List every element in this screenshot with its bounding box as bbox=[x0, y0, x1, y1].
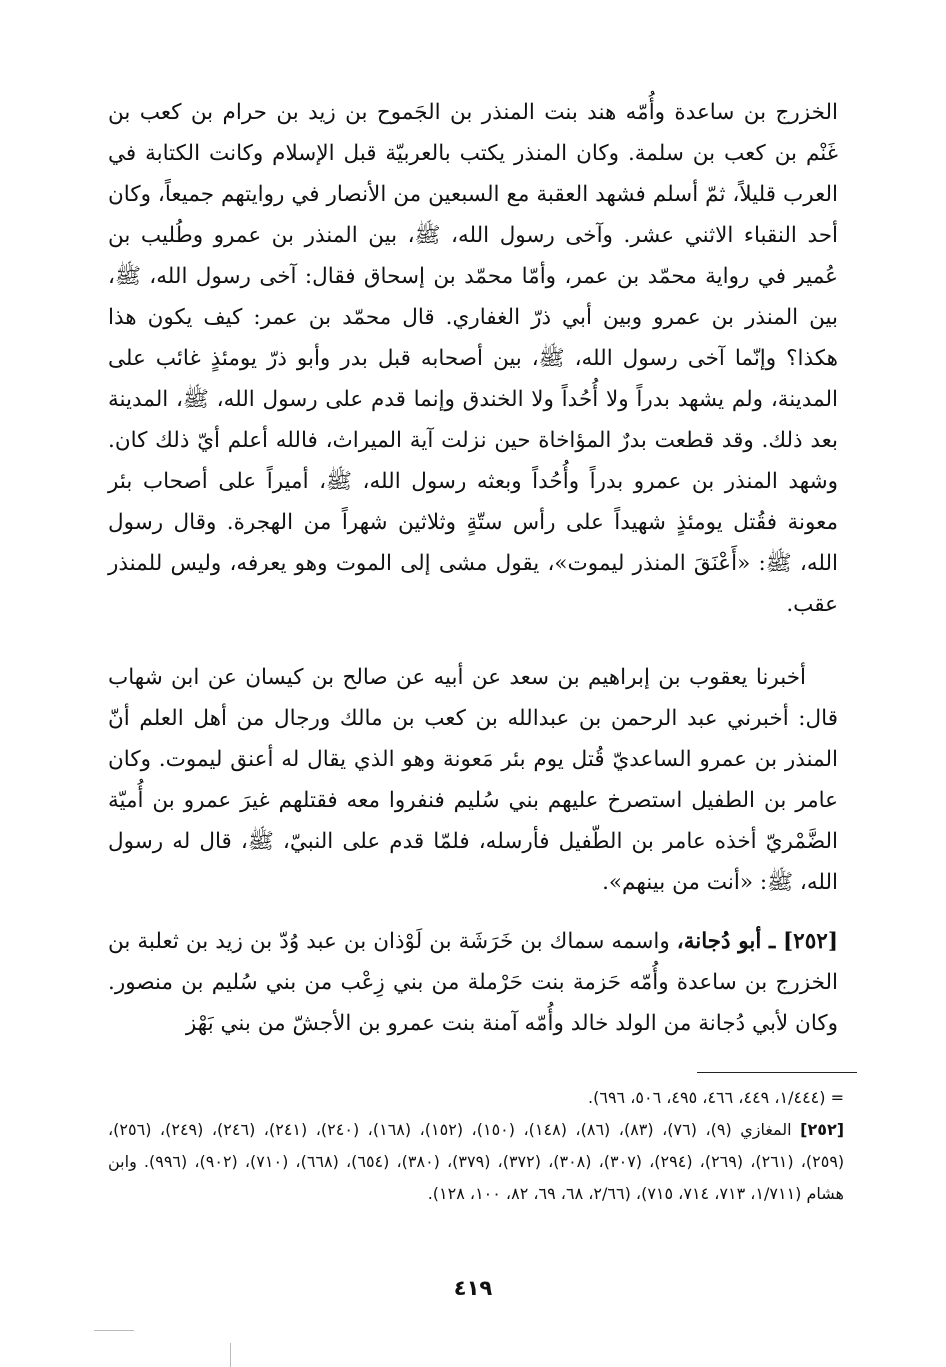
paragraph-bir-maouna-report bbox=[108, 657, 838, 903]
footnote-text: المغازي (٩)، (٧٦)، (٨٣)، (٨٦)، (١٤٨)، (١٥٠)، (١٥٢)، (١٦٨)، (٢٤٠)، (٢٤١)، (٢٤٦)، (٢٤٩)، (٢٥٦)، (٢٥٩)، (٢٦١)، (٢٦٩)، (٢٩٤)، (٣٠٧)، (٣٠٨)، (٣٧٢)، (٣٧٩)، (٣٨٠)، (٦٥٤)، (٦٦٨)، (٧١٠)، (٩٠٢)، (٩٩٦). وابن هشام (١/٧١١، ٧١٣، ٧١٤، ٧١٥)، (٢/٦٦، ٦٨، ٦٩، ٨٢، ١٠٠، ١٢٨). bbox=[108, 1120, 845, 1203]
footnotes bbox=[108, 1082, 844, 1210]
entry-text: واسمه سماك بن خَرَشَة بن لَوْذان بن عبد وُدّ بن زيد بن ثعلبة بن الخزرج بن ساعدة وأُمّه حَزمة بنت حَرْملة من بني زِعْب من بني سُليم بن منصور. وكان لأبي دُجانة من الولد خالد وأُمّه آمنة بنت عمرو بن الأجشّ من بني بَهْز bbox=[108, 929, 838, 1036]
paragraph-text: أخبرنا يعقوب بن إبراهيم بن سعد عن أبيه عن صالح بن كيسان عن ابن شهاب قال: أخبرني عبد الرحمن بن عبدالله بن كعب بن مالك ورجال من أهل العلم أنّ المنذر بن عمرو الساعديّ قُتل يوم بئر مَعونة وهو الذي يقال له أعنق ليموت. وكان عامر بن الطفيل استصرخ عليهم بني سُليم فنفروا معه فقتلهم غيرَ عمرو بن أُميّة الضَّمْريّ أخذه عامر بن الطّفيل فأرسله، فلمّا قدم على النبيّ، ﷺ، قال له رسول الله، ﷺ: «أنت من بينهم». bbox=[108, 665, 838, 895]
footnote-252 bbox=[108, 1114, 844, 1210]
footnote-separator bbox=[697, 1072, 857, 1073]
entry-heading: [٢٥٢] ـ أبو دُجانة، bbox=[676, 929, 838, 954]
paragraph-almundhir-bio bbox=[108, 92, 838, 625]
footnote-number: [٢٥٢] bbox=[800, 1120, 845, 1139]
page-number: ٤١٩ bbox=[453, 1276, 493, 1300]
paragraph-text: الخزرج بن ساعدة وأُمّه هند بنت المنذر بن الجَموح بن زيد بن حرام بن كعب بن غَنْم بن كعب بن سلمة. وكان المنذر يكتب بالعربيّة قبل الإسلام وكانت الكتابة في العرب قليلاً، ثمّ أسلم فشهد العقبة مع السبعين من الأنصار في روايتهم جميعاً، وكان أحد النقباء الاثني عشر. وآخى رسول الله، ﷺ، بين المنذر بن عمرو وطُليب بن عُمير في رواية محمّد بن عمر، وأمّا محمّد بن إسحاق فقال: آخى رسول الله، ﷺ، بين المنذر بن عمرو وبين أبي ذرّ الغفاري. قال محمّد بن عمر: كيف يكون هذا هكذا؟ وإنّما آخى رسول الله، ﷺ، بين أصحابه قبل بدر وأبو ذرّ يومئذٍ غائب على المدينة، ولم يشهد بدراً ولا أُحُداً ولا الخندق وإنما قدم على رسول الله، ﷺ، المدينة بعد ذلك. وقد قطعت بدرٌ المؤاخاة حين نزلت آية الميراث، فالله أعلم أيّ ذلك كان. وشهد المنذر بن عمرو بدراً وأُحُداً وبعثه رسول الله، ﷺ، أميراً على أصحاب بئر معونة فقُتل يومئذٍ شهيداً على رأس ستّةٍ وثلاثين شهراً من الهجرة. وقال رسول الله، ﷺ: «أَعْنَقَ المنذر ليموت»، يقول مشى إلى الموت وهو يعرفه، وليس للمنذر عقب. bbox=[108, 100, 838, 617]
entry-abu-dujana bbox=[108, 921, 838, 1044]
scan-mark bbox=[230, 1343, 231, 1367]
footnote-continuation: = (١/٤٤٤، ٤٤٩، ٤٦٦، ٤٩٥، ٥٠٦، ٦٩٦). bbox=[588, 1088, 844, 1107]
scan-mark bbox=[94, 1330, 134, 1331]
